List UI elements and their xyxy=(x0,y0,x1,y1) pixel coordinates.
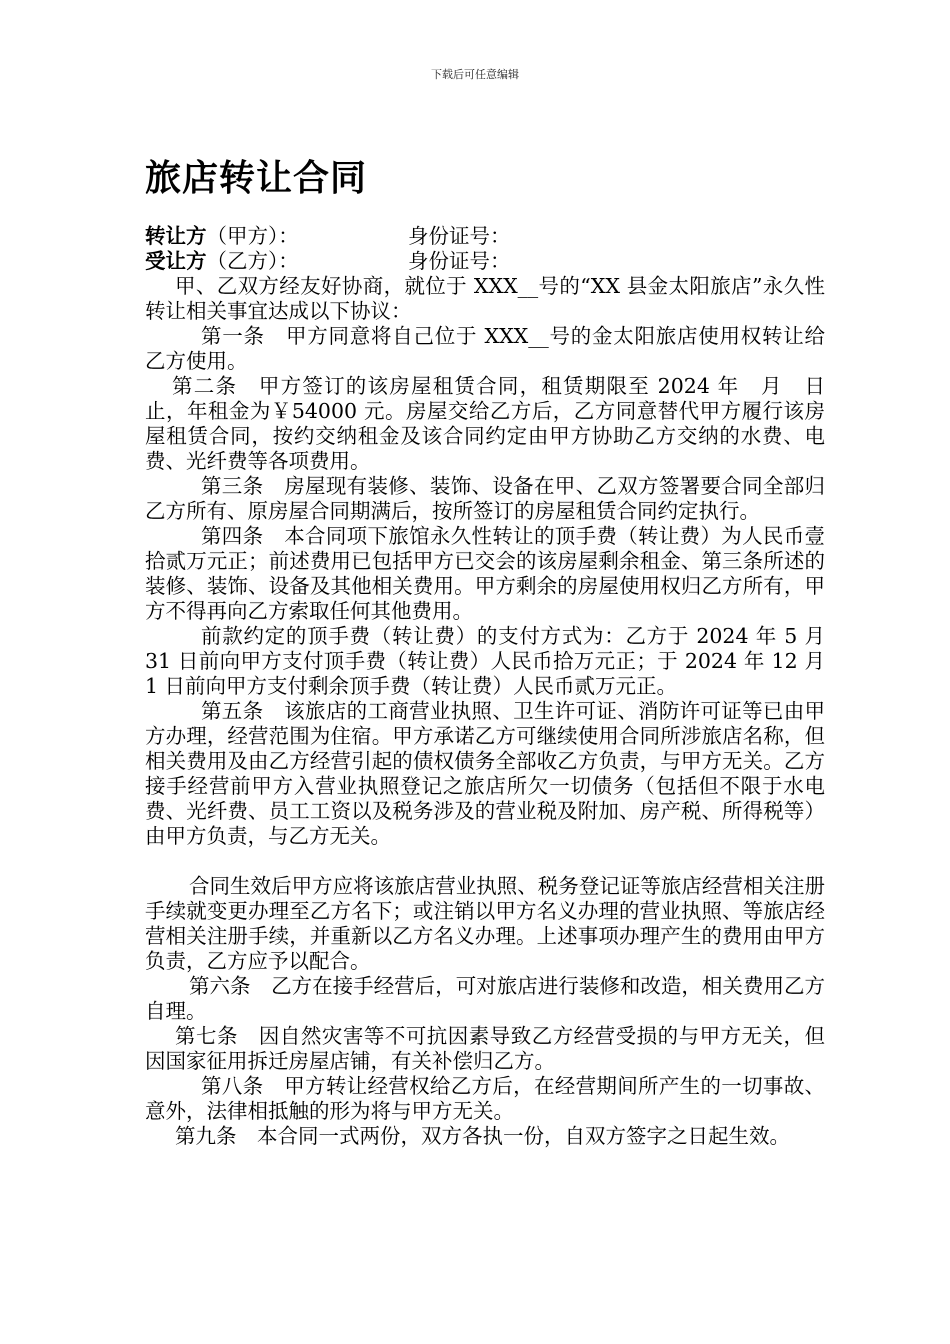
intro-paragraph: 甲、乙双方经友好协商，就位于 XXX__号的“XX 县金太阳旅店”永久性转让相关事宜达成以下协议： xyxy=(145,274,825,323)
article-7: 第七条 因自然灾害等不可抗因素导致乙方经营受损的与甲方无关，但因国家征用拆迁房屋店铺，有关补偿归乙方。 xyxy=(145,1024,825,1073)
article-1: 第一条 甲方同意将自己位于 XXX__号的金太阳旅店使用权转让给乙方使用。 xyxy=(145,324,825,373)
header-note: 下载后可任意编辑 xyxy=(431,68,519,81)
article-6: 第六条 乙方在接手经营后，可对旅店进行装修和改造，相关费用乙方自理。 xyxy=(145,974,825,1023)
party-row-transferor xyxy=(145,224,825,249)
id-number-label: 身份证号： xyxy=(408,224,511,248)
page-title: 旅店转让合同 xyxy=(145,157,368,199)
id-number-label: 身份证号： xyxy=(408,249,511,273)
blank-line xyxy=(145,849,825,874)
article-9: 第九条 本合同一式两份，双方各执一份，自双方签字之日起生效。 xyxy=(175,1124,790,1148)
party-label: 受让方 xyxy=(145,249,207,273)
article-4: 第四条 本合同项下旅馆永久性转让的顶手费（转让费）为人民币壹拾贰万元正；前述费用已包括甲方已交会的该房屋剩余租金、第三条所述的装修、装饰、设备及其他相关费用。甲方剩余的房屋使用权归乙方所有，甲方不得再向乙方索取任何其他费用。 xyxy=(145,524,825,623)
contract-body xyxy=(145,224,825,1149)
article-5: 第五条 该旅店的工商营业执照、卫生许可证、消防许可证等已由甲方办理，经营范围为住宿。甲方承诺乙方可继续使用合同所涉旅店名称，但相关费用及由乙方经营引起的债权债务全部收乙方负责，与甲方无关。乙方接手经营前甲方入营业执照登记之旅店所欠一切债务（包括但不限于水电费、光纤费、员工工资以及税务涉及的营业税及附加、房产税、所得税等）由甲方负责，与乙方无关。 xyxy=(145,699,825,848)
article-2: 第二条 甲方签订的该房屋租赁合同，租赁期限至 2024 年 月 日止，年租金为￥54000 元。房屋交给乙方后，乙方同意替代甲方履行该房屋租赁合同，按约交纳租金及该合同约定由甲方协助乙方交纳的水费、电费、光纤费等各项费用。 xyxy=(145,374,825,473)
party-label: 转让方 xyxy=(145,224,207,248)
party-role: （乙方）： xyxy=(206,249,299,273)
party-row-transferee xyxy=(145,249,825,274)
article-5-registration: 合同生效后甲方应将该旅店营业执照、税务登记证等旅店经营相关注册手续就变更办理至乙方名下；或注销以甲方名义办理的营业执照、等旅店经营相关注册手续，并重新以乙方名义办理。上述事项办理产生的费用由甲方负责，乙方应予以配合。 xyxy=(145,874,825,973)
article-3: 第三条 房屋现有装修、装饰、设备在甲、乙双方签署要合同全部归乙方所有、原房屋合同期满后，按所签订的房屋租赁合同约定执行。 xyxy=(145,474,825,523)
party-role: （甲方）： xyxy=(206,224,299,248)
article-4-payment: 前款约定的顶手费（转让费）的支付方式为：乙方于 2024 年 5 月 31 日前向甲方支付顶手费（转让费）人民币拾万元正；于 2024 年 12 月 1 日前向甲方支付剩余顶手费（转让费）人民币贰万元正。 xyxy=(145,624,825,698)
article-8: 第八条 甲方转让经营权给乙方后，在经营期间所产生的一切事故、意外，法律相抵触的形为将与甲方无关。 xyxy=(145,1074,825,1123)
